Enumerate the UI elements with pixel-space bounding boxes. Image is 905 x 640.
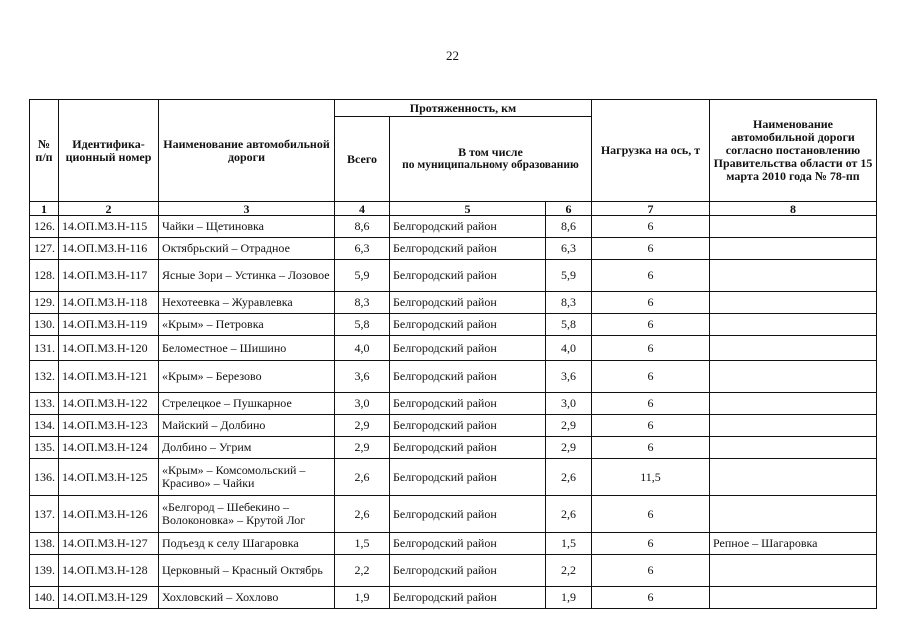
road-name-by-decree <box>710 459 877 496</box>
district-length: 2,6 <box>546 496 592 533</box>
table-row <box>30 437 877 459</box>
road-name: «Крым» – Петровка <box>159 314 335 336</box>
district-name: Белгородский район <box>390 496 546 533</box>
header-name-by-decree: Наименование автомобильной дороги согласно постановлению Правительства области от 15 марта 2010 года № 78-пп <box>710 100 877 202</box>
road-name-by-decree: Репное – Шагаровка <box>710 533 877 555</box>
header-including-line2: по муниципальному образованию <box>402 159 579 171</box>
district-name: Белгородский район <box>390 587 546 609</box>
column-number: 8 <box>710 202 877 216</box>
road-name: Чайки – Щетиновка <box>159 216 335 238</box>
road-name: Октябрьский – Отрадное <box>159 238 335 260</box>
district-name: Белгородский район <box>390 260 546 292</box>
axle-load: 6 <box>592 238 710 260</box>
district-name: Белгородский район <box>390 336 546 361</box>
road-name-by-decree <box>710 238 877 260</box>
district-name: Белгородский район <box>390 216 546 238</box>
table-row <box>30 292 877 314</box>
road-id: 14.ОП.МЗ.Н-126 <box>59 496 159 533</box>
header-num: № п/п <box>30 100 59 202</box>
district-name: Белгородский район <box>390 292 546 314</box>
length-total: 6,3 <box>335 238 390 260</box>
table-row <box>30 533 877 555</box>
column-number: 3 <box>159 202 335 216</box>
length-total: 2,2 <box>335 555 390 587</box>
table-row <box>30 361 877 393</box>
header-length: Протяженность, км <box>335 100 592 117</box>
district-name: Белгородский район <box>390 533 546 555</box>
row-number: 135. <box>30 437 59 459</box>
road-name: Стрелецкое – Пушкарное <box>159 393 335 415</box>
axle-load: 11,5 <box>592 459 710 496</box>
length-total: 8,6 <box>335 216 390 238</box>
axle-load: 6 <box>592 292 710 314</box>
row-number: 137. <box>30 496 59 533</box>
length-total: 2,9 <box>335 415 390 437</box>
length-total: 3,6 <box>335 361 390 393</box>
road-id: 14.ОП.МЗ.Н-115 <box>59 216 159 238</box>
district-length: 5,9 <box>546 260 592 292</box>
table-row <box>30 336 877 361</box>
row-number: 128. <box>30 260 59 292</box>
district-length: 6,3 <box>546 238 592 260</box>
header-including <box>390 117 592 202</box>
road-name-by-decree <box>710 587 877 609</box>
column-number: 7 <box>592 202 710 216</box>
table-row <box>30 496 877 533</box>
district-length: 2,9 <box>546 415 592 437</box>
column-number: 6 <box>546 202 592 216</box>
table-row <box>30 415 877 437</box>
road-name-by-decree <box>710 260 877 292</box>
road-name: «Белгород – Шебекино – Волоконовка» – Крутой Лог <box>159 496 335 533</box>
axle-load: 6 <box>592 393 710 415</box>
row-number: 140. <box>30 587 59 609</box>
table-row <box>30 260 877 292</box>
district-length: 1,9 <box>546 587 592 609</box>
length-total: 2,6 <box>335 496 390 533</box>
header-including-line1: В том числе <box>458 145 523 159</box>
road-id: 14.ОП.МЗ.Н-125 <box>59 459 159 496</box>
header-id: Идентифика-ционный номер <box>59 100 159 202</box>
district-name: Белгородский район <box>390 415 546 437</box>
table-row <box>30 459 877 496</box>
district-length: 5,8 <box>546 314 592 336</box>
district-length: 3,0 <box>546 393 592 415</box>
district-length: 8,3 <box>546 292 592 314</box>
district-length: 1,5 <box>546 533 592 555</box>
table-row <box>30 314 877 336</box>
road-id: 14.ОП.МЗ.Н-122 <box>59 393 159 415</box>
length-total: 5,9 <box>335 260 390 292</box>
road-id: 14.ОП.МЗ.Н-119 <box>59 314 159 336</box>
road-name-by-decree <box>710 314 877 336</box>
district-name: Белгородский район <box>390 437 546 459</box>
table-row <box>30 587 877 609</box>
column-number: 2 <box>59 202 159 216</box>
road-name: «Крым» – Березово <box>159 361 335 393</box>
district-name: Белгородский район <box>390 361 546 393</box>
length-total: 8,3 <box>335 292 390 314</box>
row-number: 132. <box>30 361 59 393</box>
road-name-by-decree <box>710 496 877 533</box>
district-length: 2,9 <box>546 437 592 459</box>
district-length: 4,0 <box>546 336 592 361</box>
road-name-by-decree <box>710 336 877 361</box>
axle-load: 6 <box>592 260 710 292</box>
length-total: 1,9 <box>335 587 390 609</box>
table-row <box>30 393 877 415</box>
road-id: 14.ОП.МЗ.Н-116 <box>59 238 159 260</box>
row-number: 129. <box>30 292 59 314</box>
length-total: 2,9 <box>335 437 390 459</box>
column-number: 5 <box>390 202 546 216</box>
page-number: 22 <box>446 48 459 63</box>
axle-load: 6 <box>592 336 710 361</box>
road-name: Церковный – Красный Октябрь <box>159 555 335 587</box>
row-number: 139. <box>30 555 59 587</box>
district-name: Белгородский район <box>390 238 546 260</box>
district-length: 2,2 <box>546 555 592 587</box>
road-id: 14.ОП.МЗ.Н-124 <box>59 437 159 459</box>
row-number: 134. <box>30 415 59 437</box>
row-number: 133. <box>30 393 59 415</box>
road-id: 14.ОП.МЗ.Н-123 <box>59 415 159 437</box>
road-name: Ясные Зори – Устинка – Лозовое <box>159 260 335 292</box>
row-number: 127. <box>30 238 59 260</box>
table-row <box>30 238 877 260</box>
axle-load: 6 <box>592 437 710 459</box>
road-name: Хохловский – Хохлово <box>159 587 335 609</box>
length-total: 3,0 <box>335 393 390 415</box>
road-id: 14.ОП.МЗ.Н-120 <box>59 336 159 361</box>
length-total: 5,8 <box>335 314 390 336</box>
road-name-by-decree <box>710 555 877 587</box>
road-id: 14.ОП.МЗ.Н-128 <box>59 555 159 587</box>
axle-load: 6 <box>592 216 710 238</box>
district-length: 3,6 <box>546 361 592 393</box>
row-number: 130. <box>30 314 59 336</box>
road-name: Беломестное – Шишино <box>159 336 335 361</box>
road-name-by-decree <box>710 292 877 314</box>
column-number: 1 <box>30 202 59 216</box>
road-name-by-decree <box>710 437 877 459</box>
header-axle-load: Нагрузка на ось, т <box>592 100 710 202</box>
length-total: 2,6 <box>335 459 390 496</box>
district-name: Белгородский район <box>390 459 546 496</box>
row-number: 136. <box>30 459 59 496</box>
road-id: 14.ОП.МЗ.Н-127 <box>59 533 159 555</box>
axle-load: 6 <box>592 587 710 609</box>
road-name: Долбино – Угрим <box>159 437 335 459</box>
axle-load: 6 <box>592 496 710 533</box>
row-number: 131. <box>30 336 59 361</box>
header-total: Всего <box>335 117 390 202</box>
roads-table <box>29 99 877 609</box>
length-total: 4,0 <box>335 336 390 361</box>
district-length: 2,6 <box>546 459 592 496</box>
axle-load: 6 <box>592 533 710 555</box>
district-length: 8,6 <box>546 216 592 238</box>
road-id: 14.ОП.МЗ.Н-118 <box>59 292 159 314</box>
axle-load: 6 <box>592 361 710 393</box>
column-number: 4 <box>335 202 390 216</box>
row-number: 138. <box>30 533 59 555</box>
road-name: Подъезд к селу Шагаровка <box>159 533 335 555</box>
road-name: «Крым» – Комсомольский – Красиво» – Чайки <box>159 459 335 496</box>
axle-load: 6 <box>592 314 710 336</box>
road-name: Майский – Долбино <box>159 415 335 437</box>
road-name-by-decree <box>710 216 877 238</box>
axle-load: 6 <box>592 555 710 587</box>
road-id: 14.ОП.МЗ.Н-129 <box>59 587 159 609</box>
axle-load: 6 <box>592 415 710 437</box>
table-row <box>30 555 877 587</box>
road-id: 14.ОП.МЗ.Н-117 <box>59 260 159 292</box>
district-name: Белгородский район <box>390 314 546 336</box>
road-name-by-decree <box>710 393 877 415</box>
road-name: Нехотеевка – Журавлевка <box>159 292 335 314</box>
row-number: 126. <box>30 216 59 238</box>
road-id: 14.ОП.МЗ.Н-121 <box>59 361 159 393</box>
road-name-by-decree <box>710 361 877 393</box>
table-row <box>30 216 877 238</box>
length-total: 1,5 <box>335 533 390 555</box>
road-name-by-decree <box>710 415 877 437</box>
district-name: Белгородский район <box>390 555 546 587</box>
header-road-name: Наименование автомобильной дороги <box>159 100 335 202</box>
district-name: Белгородский район <box>390 393 546 415</box>
